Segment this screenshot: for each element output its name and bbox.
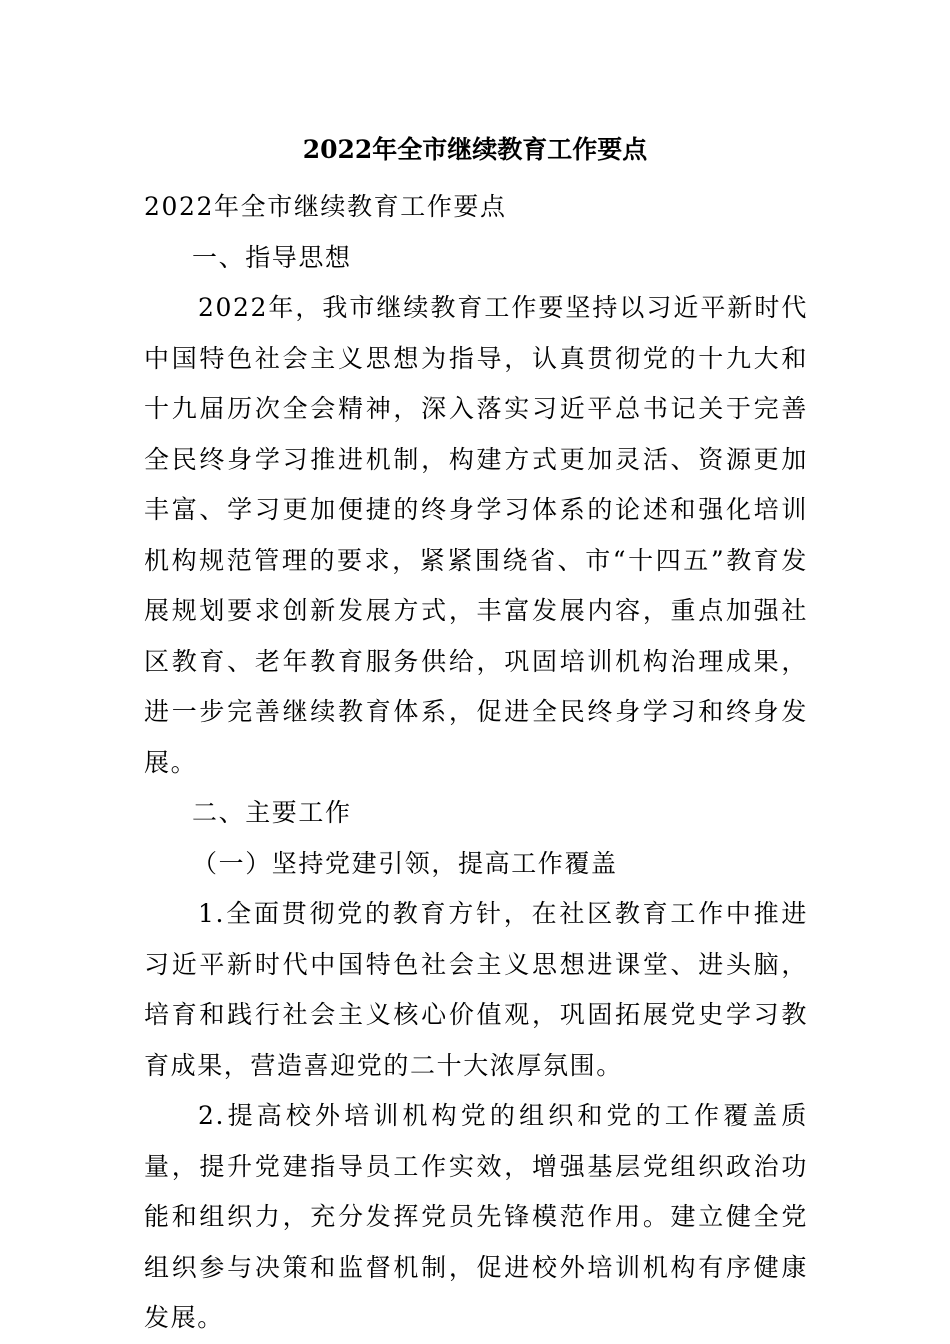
section-heading-main-work: 二、主要工作 xyxy=(192,798,352,827)
document-title: 2022年全市继续教育工作要点 xyxy=(302,135,648,164)
paragraph-guiding-thought: 2022年，我市继续教育工作要坚持以习近平新时代中国特色社会主义思想为指导，认真贯彻党的十九大和十九届历次全会精神，深入落实习近平总书记关于完善全民终身学习推进机制，构建方式更加灵活、资源更加丰富、学习更加便捷的终身学习体系的论述和强化培训机构规范管理的要求，紧紧围绕省、市“十四五”教育发展规划要求创新发展方式，丰富发展内容，重点加强社区教育、老年教育服务供给，巩固培训机构治理成果，进一步完善继续教育体系，促进全民终身学习和终身发展。 xyxy=(144,293,808,777)
subsection-heading-party-building: （一）坚持党建引领，提高工作覆盖 xyxy=(192,848,618,878)
subtitle-paragraph: 2022年全市继续教育工作要点 xyxy=(144,192,507,221)
section-heading-guiding-thought: 一、指导思想 xyxy=(192,242,352,272)
document-body xyxy=(144,182,808,1344)
paragraph-item-2: 2.提高校外培训机构党的组织和党的工作覆盖质量，提升党建指导员工作实效，增强基层党组织政治功能和组织力，充分发挥党员先锋模范作用。建立健全党组织参与决策和监督机制，促进校外培训机构有序健康发展。 xyxy=(144,1101,808,1332)
paragraph-item-1: 1.全面贯彻党的教育方针，在社区教育工作中推进习近平新时代中国特色社会主义思想进课堂、进头脑，培育和践行社会主义核心价值观，巩固拓展党史学习教育成果，营造喜迎党的二十大浓厚氛围。 xyxy=(144,899,808,1080)
